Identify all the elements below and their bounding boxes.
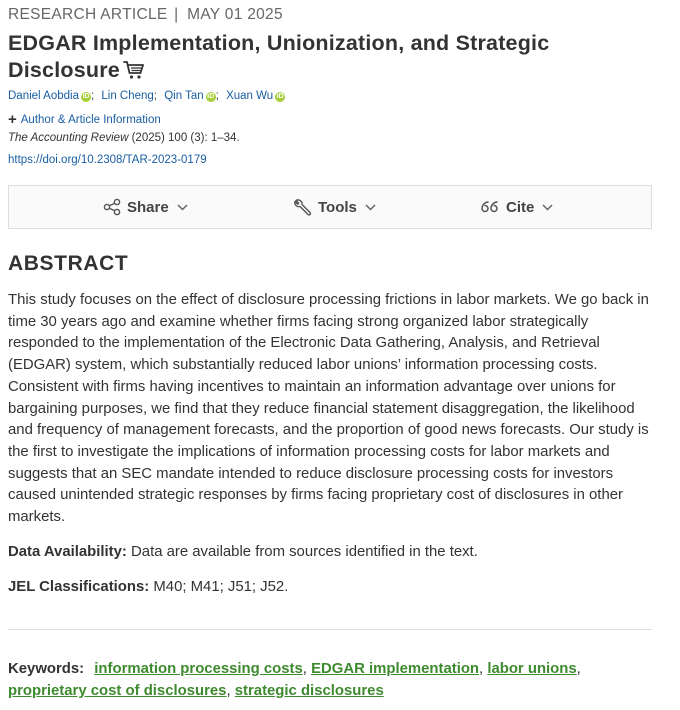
plus-icon: + [8,111,17,128]
abstract-text: This study focuses on the effect of disclosure processing frictions in labor markets. We go back in time 30 years ago and examine whether firms facing strong organized labor strategically responded to the implementation of the Electronic Data Gathering, Analysis, and Retrieval (EDGAR) system, which substantially reduced labor unions’ information processing costs. Consistent with firms having incentives to maintain an information advantage over unions for bargaining purposes, we find that they reduce financial statement disaggregation, the likelihood and frequency of management forecasts, and the proportion of good news forecasts. Our study is the first to investigate the implications of information processing costs for labor markets and suggests that an SEC mandate intended to reduce disclosure processing costs for investors caused unintended strategic responses by firms facing proprietary cost of disclosures in other markets. [8,292,649,526]
author-info-label: Author & Article Information [20,114,161,126]
keyword-link[interactable]: information processing costs [94,661,303,677]
author-separator: ; [153,90,158,102]
divider [8,629,652,630]
author-list [8,90,285,102]
jel-codes: M40; M41; J51; J52. [153,579,289,595]
keyword-link[interactable]: strategic disclosures [234,683,384,699]
meta-separator: | [174,6,179,23]
keyword-separator: , [479,661,484,677]
author-separator: ; [215,90,219,102]
share-label: Share [127,198,169,216]
tools-button[interactable] [293,186,382,228]
cite-label: Cite [506,198,535,216]
article-meta-line [8,6,283,24]
orcid-icon[interactable]: iD [276,93,284,100]
share-button[interactable] [103,186,194,228]
wrench-icon [293,198,312,217]
author-separator: ; [90,90,95,102]
tools-label: Tools [318,198,357,216]
abstract-heading: ABSTRACT [8,252,129,275]
author-info-toggle[interactable] [8,111,161,128]
orcid-icon[interactable]: iD [82,93,90,100]
keyword-link[interactable]: proprietary cost of disclosures [8,683,227,699]
article-type: RESEARCH ARTICLE [8,6,168,23]
article-title-text: EDGAR Implementation, Unionization, and Strategic Disclosure [8,31,550,82]
publication-date: MAY 01 2025 [187,6,283,23]
quote-icon [480,199,500,215]
data-availability-label: Data Availability: [8,544,127,560]
orcid-icon[interactable]: iD [207,93,215,100]
doi-link[interactable]: https://doi.org/10.2308/TAR-2023-0179 [8,154,207,166]
author-link[interactable]: Daniel Aobdia [8,90,79,102]
citation-line [8,132,240,144]
shopping-cart-icon[interactable] [123,60,145,87]
keywords-label: Keywords: [8,661,85,677]
cite-button[interactable] [480,186,559,228]
author-link[interactable]: Qin Tan [164,90,204,102]
keyword-separator: , [576,661,581,677]
jel-label: JEL Classifications: [8,579,150,595]
share-icon [103,198,121,216]
keyword-separator: , [226,683,231,699]
author-link[interactable]: Lin Cheng [101,90,154,102]
jel-classifications [8,579,288,595]
chevron-down-icon [365,204,376,211]
data-availability-text: Data are available from sources identified in the text. [131,544,478,560]
data-availability [8,544,478,560]
journal-name: The Accounting Review [8,132,129,144]
keyword-link[interactable]: labor unions [487,661,577,677]
keywords-section [8,658,656,702]
keyword-separator: , [302,661,307,677]
article-title [8,30,648,87]
article-toolbar [8,185,652,229]
keyword-link[interactable]: EDGAR implementation [311,661,480,677]
citation-details: (2025) 100 (3): 1–34. [131,132,240,144]
chevron-down-icon [542,204,553,211]
chevron-down-icon [177,204,188,211]
author-link[interactable]: Xuan Wu [226,90,274,102]
